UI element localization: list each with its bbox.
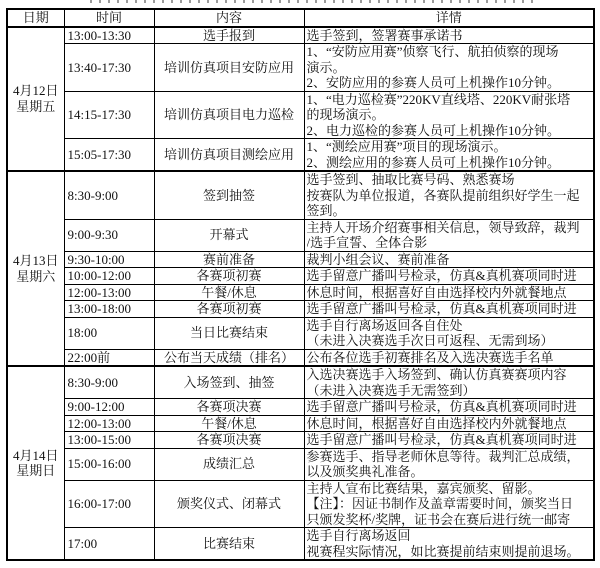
detail-cell bbox=[304, 91, 594, 139]
content-cell: 比赛结束 bbox=[154, 528, 304, 561]
date-cell bbox=[7, 171, 64, 366]
detail-line: 1、“电力巡检赛”220KV直线塔、220KV耐张塔 bbox=[306, 91, 571, 107]
column-header-time: 时间 bbox=[64, 9, 154, 27]
detail-cell bbox=[304, 366, 594, 399]
time-cell: 9:00-9:30 bbox=[64, 219, 154, 251]
time-cell: 12:00-13:00 bbox=[64, 415, 154, 432]
time-cell: 12:00-13:00 bbox=[64, 284, 154, 301]
detail-cell bbox=[304, 480, 594, 528]
schedule-row bbox=[7, 268, 594, 285]
content-cell: 当日比赛结束 bbox=[154, 317, 304, 349]
time-cell: 13:00-15:00 bbox=[64, 432, 154, 449]
detail-cell bbox=[304, 27, 594, 44]
schedule-row bbox=[7, 27, 594, 44]
schedule-table bbox=[6, 8, 595, 561]
detail-line: 演示。 bbox=[306, 59, 346, 75]
detail-cell bbox=[304, 139, 594, 172]
time-cell: 10:00-12:00 bbox=[64, 268, 154, 285]
detail-line: 休息时间，根据喜好自由选择校内外就餐地点 bbox=[306, 284, 567, 300]
detail-cell bbox=[304, 317, 594, 349]
time-cell: 22:00前 bbox=[64, 349, 154, 366]
content-cell: 入场签到、抽签 bbox=[154, 366, 304, 399]
detail-line: 选手自行离场返回 bbox=[306, 528, 411, 543]
date-cell bbox=[7, 27, 64, 172]
detail-cell bbox=[304, 399, 594, 416]
detail-line: /选手宣誓、全体合影 bbox=[306, 235, 428, 250]
schedule-row bbox=[7, 349, 594, 366]
date-line: 星期日 bbox=[16, 463, 56, 478]
date-cell bbox=[7, 366, 64, 560]
detail-line: 主持人开场介绍赛事相关信息，领导致辞，裁判 bbox=[306, 219, 580, 235]
schedule-row bbox=[7, 317, 594, 349]
content-cell: 午餐/休息 bbox=[154, 415, 304, 432]
time-cell: 17:00 bbox=[64, 528, 154, 561]
date-line: 星期六 bbox=[16, 268, 56, 284]
schedule-row bbox=[7, 139, 594, 172]
date-line: 4月13日 bbox=[12, 253, 59, 268]
detail-line: 以及颁奖典礼准备。 bbox=[306, 464, 424, 479]
detail-cell bbox=[304, 528, 594, 561]
detail-line: 裁判小组会议、赛前准备 bbox=[306, 251, 450, 267]
detail-line: 1、“测绘应用赛”项目的现场演示。 bbox=[306, 139, 507, 154]
detail-line: 视赛程实际情况，如比赛提前结束则提前退场。 bbox=[306, 543, 580, 559]
detail-cell bbox=[304, 284, 594, 301]
column-header-date: 日期 bbox=[7, 9, 64, 27]
detail-line: 选手签到、抽取比赛号码、熟悉赛场 bbox=[306, 172, 515, 187]
schedule-row bbox=[7, 432, 594, 449]
content-cell: 培训仿真项目安防应用 bbox=[154, 44, 304, 92]
content-cell: 午餐/休息 bbox=[154, 284, 304, 301]
schedule-row bbox=[7, 480, 594, 528]
detail-line: 1、“安防应用赛”侦察飞行、航拍侦察的现场 bbox=[306, 44, 559, 59]
content-cell: 各赛项决赛 bbox=[154, 399, 304, 416]
detail-cell bbox=[304, 349, 594, 366]
detail-cell bbox=[304, 251, 594, 268]
table-header-row bbox=[7, 9, 594, 27]
column-header-detail: 详情 bbox=[304, 9, 594, 27]
detail-cell bbox=[304, 268, 594, 285]
detail-line: 选手留意广播叫号检录，仿真&真机赛项同时进 bbox=[306, 399, 577, 414]
detail-cell bbox=[304, 44, 594, 92]
detail-line: 公布各位选手初赛排名及入选决赛选手名单 bbox=[306, 349, 554, 365]
detail-line: 的现场演示。 bbox=[306, 107, 385, 122]
content-cell: 颁奖仪式、闭幕式 bbox=[154, 480, 304, 528]
detail-cell bbox=[304, 432, 594, 449]
detail-line: （未进入决赛选手次日可返程、无需到场） bbox=[306, 333, 554, 348]
content-cell: 各赛项初赛 bbox=[154, 268, 304, 285]
detail-line: 签到。 bbox=[306, 203, 346, 218]
detail-line: 【注】：因证书制作及盖章需要时间，颁奖当日 bbox=[306, 496, 574, 511]
detail-line: 选手签到，签署赛事承诺书 bbox=[306, 27, 463, 43]
content-cell: 培训仿真项目测绘应用 bbox=[154, 139, 304, 172]
time-cell: 8:30-9:00 bbox=[64, 366, 154, 399]
time-cell: 14:15-17:30 bbox=[64, 91, 154, 139]
column-header-content: 内容 bbox=[154, 9, 304, 27]
detail-line: 按赛队为单位报道，各赛队提前组织好学生一起 bbox=[306, 187, 580, 203]
schedule-row bbox=[7, 44, 594, 92]
content-cell: 选手报到 bbox=[154, 27, 304, 44]
time-cell: 15:05-17:30 bbox=[64, 139, 154, 172]
detail-line: 只颁发奖杯/奖牌，证书会在赛后进行统一邮寄 bbox=[306, 511, 571, 527]
clipped-title-text-fragments bbox=[90, 0, 534, 3]
time-cell: 15:00-16:00 bbox=[64, 448, 154, 480]
content-cell: 签到抽签 bbox=[154, 171, 304, 219]
time-cell: 18:00 bbox=[64, 317, 154, 349]
date-line: 星期五 bbox=[16, 98, 56, 114]
schedule-row bbox=[7, 91, 594, 139]
schedule-row bbox=[7, 219, 594, 251]
date-line: 4月14日 bbox=[12, 447, 59, 463]
content-cell: 成绩汇总 bbox=[154, 448, 304, 480]
detail-cell bbox=[304, 171, 594, 219]
schedule-row bbox=[7, 415, 594, 432]
detail-line: 休息时间，根据喜好自由选择校内外就餐地点 bbox=[306, 415, 567, 431]
content-cell: 开幕式 bbox=[154, 219, 304, 251]
detail-cell bbox=[304, 415, 594, 432]
content-cell: 培训仿真项目电力巡检 bbox=[154, 91, 304, 139]
schedule-row bbox=[7, 366, 594, 399]
schedule-row bbox=[7, 448, 594, 480]
content-cell: 赛前准备 bbox=[154, 251, 304, 268]
time-cell: 9:30-10:00 bbox=[64, 251, 154, 268]
time-cell: 13:40-17:30 bbox=[64, 44, 154, 92]
detail-cell bbox=[304, 448, 594, 480]
detail-line: 主持人宣布比赛结果，嘉宾颁奖、留影。 bbox=[306, 480, 541, 496]
detail-line: 选手留意广播叫号检录，仿真&真机赛项同时进 bbox=[306, 432, 577, 447]
schedule-row bbox=[7, 301, 594, 318]
content-cell: 各赛项决赛 bbox=[154, 432, 304, 449]
content-cell: 各赛项初赛 bbox=[154, 301, 304, 318]
detail-line: 2、电力巡检的参赛人员可上机操作10分钟。 bbox=[306, 122, 561, 138]
detail-line: 选手自行离场返回各自住处 bbox=[306, 317, 463, 333]
schedule-row bbox=[7, 171, 594, 219]
detail-line: 2、安防应用的参赛人员可上机操作10分钟。 bbox=[306, 75, 561, 90]
detail-cell bbox=[304, 301, 594, 318]
time-cell: 16:00-17:00 bbox=[64, 480, 154, 528]
schedule-row bbox=[7, 528, 594, 561]
detail-line: 2、测绘应用的参赛人员可上机操作10分钟。 bbox=[306, 154, 561, 170]
schedule-row bbox=[7, 251, 594, 268]
time-cell: 9:00-12:00 bbox=[64, 399, 154, 416]
detail-line: 参赛选手、指导老师休息等待。裁判汇总成绩， bbox=[306, 448, 580, 464]
detail-cell bbox=[304, 219, 594, 251]
time-cell: 13:00-13:30 bbox=[64, 27, 154, 44]
date-line: 4月12日 bbox=[12, 83, 59, 99]
time-cell: 13:00-18:00 bbox=[64, 301, 154, 318]
content-cell: 公布当天成绩（排名） bbox=[154, 349, 304, 366]
detail-line: 选手留意广播叫号检录，仿真&真机赛项同时进 bbox=[306, 268, 577, 283]
schedule-row bbox=[7, 284, 594, 301]
detail-line: （未进入决赛选手无需签到） bbox=[306, 382, 476, 398]
detail-line: 入选决赛选手入场签到、确认仿真赛赛项内容 bbox=[306, 367, 567, 382]
detail-line: 选手留意广播叫号检录，仿真&真机赛项同时进 bbox=[306, 301, 577, 316]
schedule-row bbox=[7, 399, 594, 416]
time-cell: 8:30-9:00 bbox=[64, 171, 154, 219]
